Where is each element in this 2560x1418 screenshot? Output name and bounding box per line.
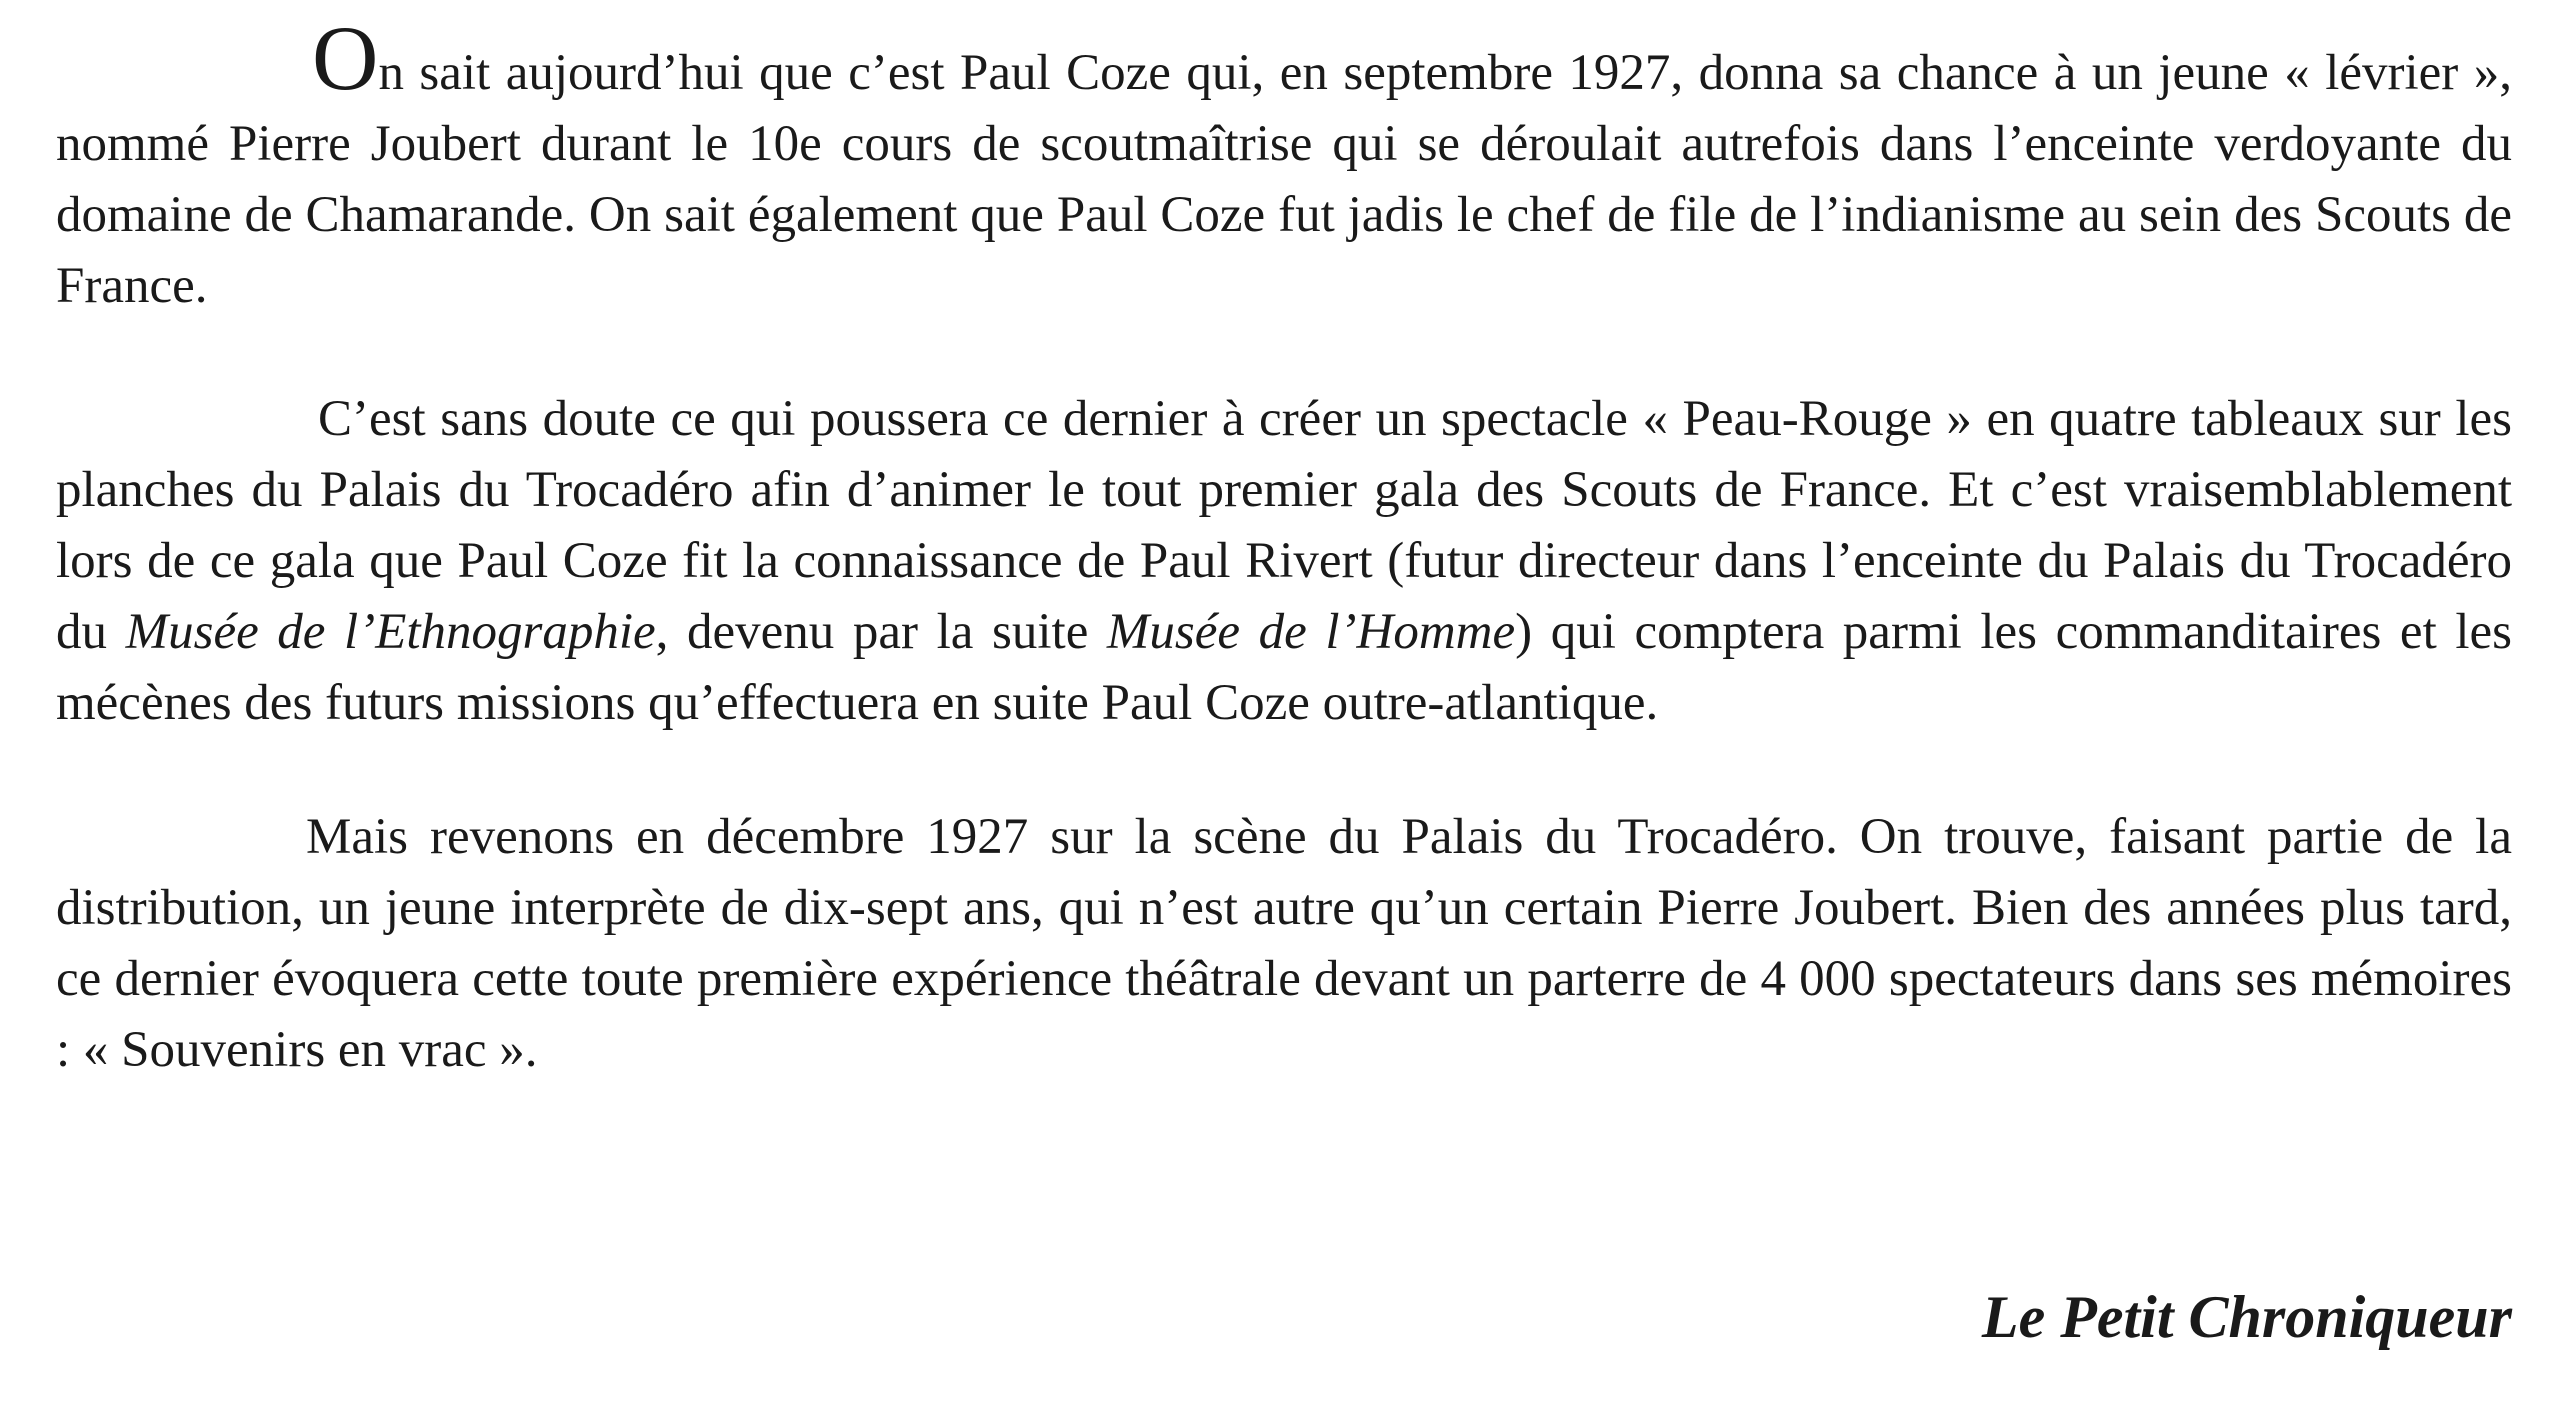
paragraph-2-text-b: , devenu par la suite	[655, 604, 1107, 660]
paragraph-3	[56, 802, 2512, 1086]
drop-cap: O	[312, 7, 379, 109]
paragraph-3-text: Mais revenons en décembre 1927 sur la scène du Palais du Trocadéro. On trouve, faisant partie de la distribution, un jeune interprète de dix-sept ans, qui n’est autre qu’un certain Pierre Joubert. Bien des années plus tard, ce dernier évoquera cette toute première expérience théâtrale devant un parterre de 4 000 spectateurs dans ses mémoires : « Souvenirs en vrac ».	[56, 809, 2512, 1078]
paragraph-1-text: n sait aujourd’hui que c’est Paul Coze qui, en septembre 1927, donna sa chance à un jeune « lévrier », nommé Pierre Joubert durant le 10e cours de scoutmaîtrise qui se déroulait autrefois dans l’enceinte verdoyante du domaine de Chamarande. On sait également que Paul Coze fut jadis le chef de file de l’indianisme au sein des Scouts de France.	[56, 45, 2512, 314]
author-signature: Le Petit Chroniqueur	[1981, 1284, 2512, 1350]
paragraph-2	[56, 384, 2512, 739]
museum-title-ethnographie: Musée de l’Ethnographie	[125, 604, 656, 660]
paragraph-2-text-c: ) qui comptera parmi les commanditaires et les mécènes des futurs missions qu’effectuera en suite Paul Coze outre-atlantique.	[56, 604, 2512, 731]
paragraph-1	[56, 7, 2512, 322]
museum-title-homme: Musée de l’Homme	[1106, 604, 1516, 660]
paragraph-2-text-a: C’est sans doute ce qui poussera ce dernier à créer un spectacle « Peau-Rouge » en quatre tableaux sur les planches du Palais du Trocadéro afin d’animer le tout premier gala des Scouts de France. Et c’est vraisemblablement lors de ce gala que Paul Coze fit la connaissance de Paul Rivert (futur directeur dans l’enceinte du Palais du Trocadéro du	[56, 391, 2512, 660]
article-body	[56, 7, 2512, 1086]
